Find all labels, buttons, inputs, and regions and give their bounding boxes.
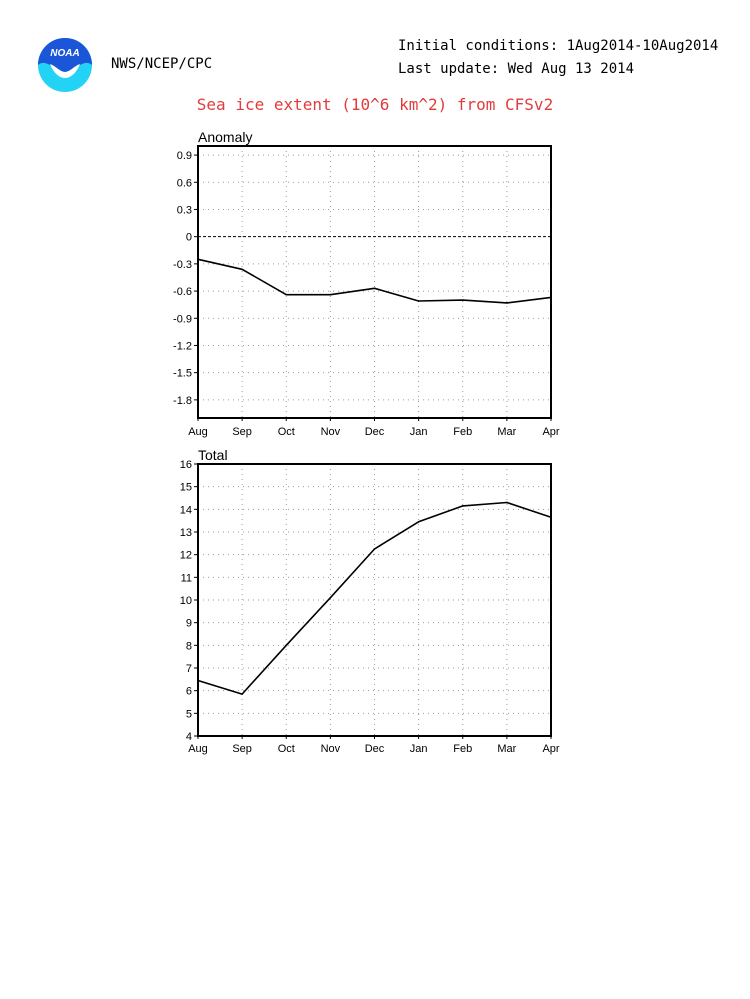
anomaly-xtick-label: Sep xyxy=(232,426,252,438)
total-series-line xyxy=(198,503,551,695)
total-xtick-label: Mar xyxy=(497,743,517,755)
anomaly-ytick-label: 0 xyxy=(185,231,192,244)
total-panel-title: Total xyxy=(198,447,228,463)
anomaly-ytick-label: 0.3 xyxy=(176,204,192,217)
total-data-point xyxy=(506,502,508,504)
anomaly-ytick-label: -1.8 xyxy=(173,394,192,407)
anomaly-data-point xyxy=(550,297,552,299)
anomaly-ytick-label: -0.3 xyxy=(173,258,192,271)
total-data-point xyxy=(550,516,552,518)
anomaly-xtick-label: Mar xyxy=(497,426,517,438)
total-ytick-label: 4 xyxy=(185,731,192,743)
logo-text: NOAA xyxy=(50,48,80,59)
total-data-point xyxy=(462,505,464,507)
total-ytick-label: 9 xyxy=(185,617,192,630)
anomaly-xtick-label: Feb xyxy=(453,426,473,438)
total-panel xyxy=(180,447,560,755)
anomaly-ytick-label: 0.6 xyxy=(176,177,192,190)
anomaly-xtick-label: Dec xyxy=(364,426,385,438)
chart-main-title: Sea ice extent (10^6 km^2) from CFSv2 xyxy=(196,95,554,114)
total-xtick-label: Dec xyxy=(364,743,385,755)
anomaly-data-point xyxy=(197,259,199,261)
anomaly-panel-title: Anomaly xyxy=(198,129,253,145)
total-ytick-label: 5 xyxy=(185,708,192,721)
total-data-point xyxy=(330,597,332,599)
total-ytick-label: 15 xyxy=(179,481,192,494)
anomaly-ytick-label: -0.9 xyxy=(173,313,192,326)
anomaly-data-point xyxy=(506,302,508,304)
total-data-point xyxy=(241,693,243,695)
initial-conditions: Initial conditions: 1Aug2014-10Aug2014 xyxy=(398,38,719,54)
anomaly-ytick-label: -1.2 xyxy=(173,340,192,353)
anomaly-xtick-label: Nov xyxy=(320,426,341,438)
anomaly-xtick-label: Jan xyxy=(409,426,428,438)
anomaly-ytick-label: 0.9 xyxy=(176,150,192,163)
anomaly-data-point xyxy=(285,294,287,296)
total-xtick-label: Oct xyxy=(277,743,295,755)
total-data-point xyxy=(418,521,420,523)
org-label: NWS/NCEP/CPC xyxy=(111,56,213,72)
anomaly-ytick-label: -0.6 xyxy=(173,286,192,299)
total-ytick-label: 12 xyxy=(179,549,192,562)
anomaly-xtick-label: Apr xyxy=(542,426,560,438)
total-data-point xyxy=(197,680,199,682)
total-ytick-label: 16 xyxy=(179,459,192,471)
total-ytick-label: 7 xyxy=(185,663,192,675)
total-ytick-label: 10 xyxy=(179,595,192,607)
anomaly-data-point xyxy=(462,299,464,301)
anomaly-xtick-label: Oct xyxy=(277,426,295,438)
total-ytick-label: 13 xyxy=(179,527,192,539)
total-xtick-label: Feb xyxy=(453,743,473,755)
total-xtick-label: Nov xyxy=(320,743,341,755)
anomaly-data-point xyxy=(418,300,420,302)
total-xtick-label: Sep xyxy=(232,743,252,755)
total-xtick-label: Apr xyxy=(542,743,560,755)
total-xtick-label: Jan xyxy=(409,743,428,755)
anomaly-ytick-label: -1.5 xyxy=(173,367,192,380)
total-data-point xyxy=(285,645,287,647)
anomaly-panel xyxy=(173,129,560,438)
anomaly-data-point xyxy=(330,294,332,296)
anomaly-data-point xyxy=(241,269,243,271)
total-ytick-label: 14 xyxy=(179,504,192,517)
total-xtick-label: Aug xyxy=(188,743,208,755)
anomaly-xtick-label: Aug xyxy=(188,426,208,438)
total-ytick-label: 6 xyxy=(185,685,192,698)
total-ytick-label: 11 xyxy=(180,572,192,585)
anomaly-data-point xyxy=(374,288,376,290)
total-ytick-label: 8 xyxy=(185,640,192,653)
total-data-point xyxy=(374,548,376,550)
last-update: Last update: Wed Aug 13 2014 xyxy=(398,61,635,77)
